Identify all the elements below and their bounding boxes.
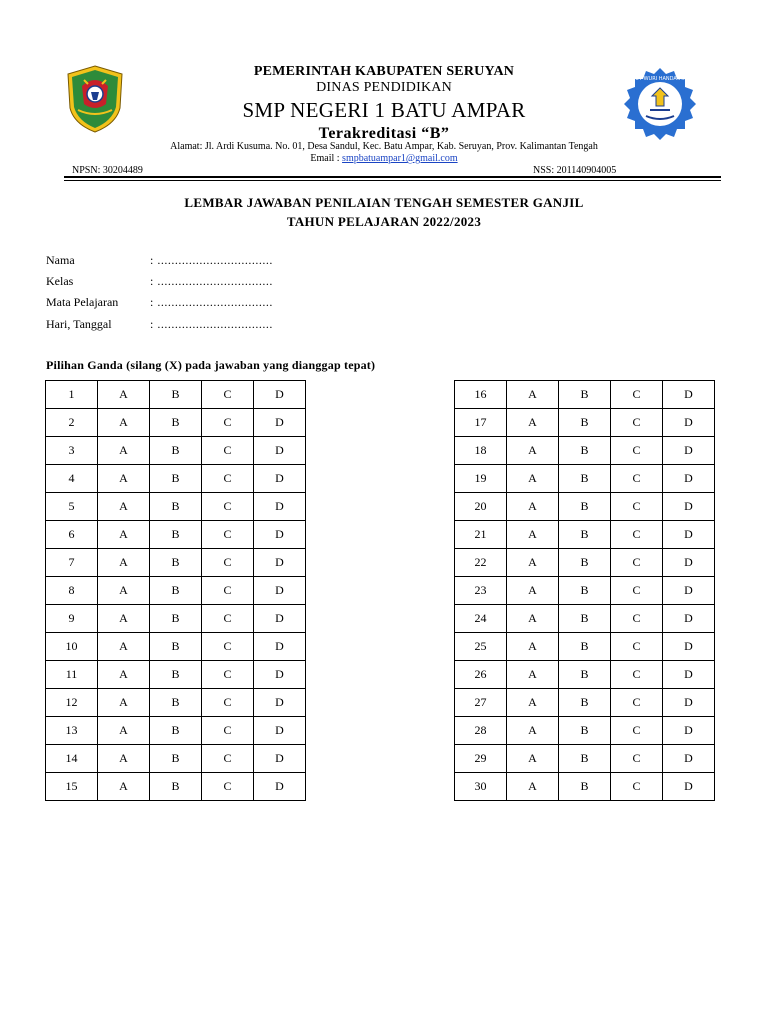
answer-option-d[interactable]: D bbox=[663, 521, 715, 549]
answer-option-d[interactable]: D bbox=[663, 437, 715, 465]
answer-row bbox=[46, 633, 306, 661]
answer-option-a[interactable]: A bbox=[507, 745, 559, 773]
answer-row bbox=[46, 689, 306, 717]
answer-option-b[interactable]: B bbox=[559, 493, 611, 521]
answer-table-right bbox=[454, 380, 715, 801]
answer-option-c[interactable]: C bbox=[611, 549, 663, 577]
answer-option-c[interactable]: C bbox=[611, 577, 663, 605]
answer-option-b[interactable]: B bbox=[559, 577, 611, 605]
answer-row bbox=[455, 521, 715, 549]
answer-option-c[interactable]: C bbox=[611, 633, 663, 661]
field-nama[interactable] bbox=[46, 253, 273, 268]
answer-option-b[interactable]: B bbox=[150, 549, 202, 577]
answer-option-c[interactable]: C bbox=[202, 521, 254, 549]
school-address: Alamat: Jl. Ardi Kusuma. No. 01, Desa Sandul, Kec. Batu Ampar, Kab. Seruyan, Prov. Kalimantan Tengah bbox=[170, 141, 598, 152]
answer-option-d[interactable]: D bbox=[663, 745, 715, 773]
email-link[interactable]: smpbatuampar1@gmail.com bbox=[342, 153, 458, 164]
answer-option-a[interactable]: A bbox=[98, 689, 150, 717]
field-hari-tanggal[interactable] bbox=[46, 317, 273, 332]
answer-option-d[interactable]: D bbox=[254, 521, 306, 549]
answer-option-a[interactable]: A bbox=[98, 717, 150, 745]
question-number: 9 bbox=[46, 605, 98, 633]
question-number: 3 bbox=[46, 437, 98, 465]
field-label: Kelas bbox=[46, 274, 74, 288]
answer-row bbox=[455, 381, 715, 409]
field-blank[interactable]: : ................................. bbox=[150, 317, 273, 331]
answer-row bbox=[455, 577, 715, 605]
answer-option-d[interactable]: D bbox=[254, 661, 306, 689]
answer-option-b[interactable]: B bbox=[559, 745, 611, 773]
question-number: 7 bbox=[46, 549, 98, 577]
question-number: 4 bbox=[46, 465, 98, 493]
answer-option-b[interactable]: B bbox=[559, 633, 611, 661]
answer-option-b[interactable]: B bbox=[150, 745, 202, 773]
answer-option-c[interactable]: C bbox=[611, 605, 663, 633]
question-number: 1 bbox=[46, 381, 98, 409]
question-number: 21 bbox=[455, 521, 507, 549]
question-number: 28 bbox=[455, 717, 507, 745]
seal-motto-text: TUT WURI HANDAYANI bbox=[632, 76, 688, 82]
answer-option-d[interactable]: D bbox=[663, 465, 715, 493]
answer-option-a[interactable]: A bbox=[507, 689, 559, 717]
answer-option-b[interactable]: B bbox=[559, 381, 611, 409]
answer-option-b[interactable]: B bbox=[150, 661, 202, 689]
answer-option-c[interactable]: C bbox=[611, 409, 663, 437]
answer-option-d[interactable]: D bbox=[663, 689, 715, 717]
answer-option-a[interactable]: A bbox=[507, 493, 559, 521]
question-number: 20 bbox=[455, 493, 507, 521]
answer-option-c[interactable]: C bbox=[611, 745, 663, 773]
answer-option-b[interactable]: B bbox=[559, 773, 611, 801]
answer-option-b[interactable]: B bbox=[559, 605, 611, 633]
answer-option-c[interactable]: C bbox=[611, 465, 663, 493]
answer-option-b[interactable]: B bbox=[559, 689, 611, 717]
answer-option-b[interactable]: B bbox=[559, 437, 611, 465]
answer-row bbox=[46, 437, 306, 465]
answer-option-c[interactable]: C bbox=[611, 493, 663, 521]
answer-option-b[interactable]: B bbox=[559, 465, 611, 493]
answer-option-d[interactable]: D bbox=[663, 409, 715, 437]
answer-option-a[interactable]: A bbox=[98, 521, 150, 549]
answer-option-b[interactable]: B bbox=[150, 381, 202, 409]
answer-option-a[interactable]: A bbox=[98, 577, 150, 605]
answer-option-d[interactable]: D bbox=[663, 549, 715, 577]
question-number: 18 bbox=[455, 437, 507, 465]
answer-row bbox=[46, 381, 306, 409]
answer-row bbox=[46, 745, 306, 773]
answer-row bbox=[455, 633, 715, 661]
answer-option-c[interactable]: C bbox=[202, 465, 254, 493]
answer-option-d[interactable]: D bbox=[663, 661, 715, 689]
answer-row bbox=[46, 717, 306, 745]
answer-option-b[interactable]: B bbox=[150, 409, 202, 437]
question-number: 12 bbox=[46, 689, 98, 717]
answer-option-a[interactable]: A bbox=[98, 661, 150, 689]
answer-option-a[interactable]: A bbox=[507, 717, 559, 745]
answer-option-a[interactable]: A bbox=[507, 549, 559, 577]
question-number: 24 bbox=[455, 605, 507, 633]
sheet-title: LEMBAR JAWABAN PENILAIAN TENGAH SEMESTER GANJIL bbox=[184, 195, 584, 210]
answer-row bbox=[455, 773, 715, 801]
answer-option-c[interactable]: C bbox=[202, 689, 254, 717]
answer-option-c[interactable]: C bbox=[202, 661, 254, 689]
question-number: 25 bbox=[455, 633, 507, 661]
answer-option-c[interactable]: C bbox=[611, 381, 663, 409]
answer-option-a[interactable]: A bbox=[507, 577, 559, 605]
answer-row bbox=[455, 493, 715, 521]
answer-row bbox=[46, 577, 306, 605]
answer-option-c[interactable]: C bbox=[611, 773, 663, 801]
answer-option-a[interactable]: A bbox=[98, 633, 150, 661]
header-divider-thin bbox=[64, 180, 721, 181]
answer-row bbox=[455, 549, 715, 577]
question-number: 23 bbox=[455, 577, 507, 605]
answer-option-b[interactable]: B bbox=[559, 549, 611, 577]
answer-option-b[interactable]: B bbox=[150, 493, 202, 521]
answer-row bbox=[455, 745, 715, 773]
field-blank[interactable]: : ................................. bbox=[150, 274, 273, 288]
field-blank[interactable]: : ................................. bbox=[150, 295, 273, 309]
answer-option-b[interactable]: B bbox=[150, 633, 202, 661]
answer-option-c[interactable]: C bbox=[611, 521, 663, 549]
question-number: 2 bbox=[46, 409, 98, 437]
answer-option-c[interactable]: C bbox=[611, 717, 663, 745]
answer-row bbox=[46, 773, 306, 801]
answer-option-d[interactable]: D bbox=[254, 745, 306, 773]
answer-option-c[interactable]: C bbox=[202, 633, 254, 661]
answer-option-a[interactable]: A bbox=[98, 465, 150, 493]
accreditation-status: Terakreditasi “B” bbox=[318, 125, 450, 142]
answer-option-d[interactable]: D bbox=[663, 577, 715, 605]
answer-row bbox=[455, 689, 715, 717]
answer-option-a[interactable]: A bbox=[98, 745, 150, 773]
answer-option-b[interactable]: B bbox=[559, 409, 611, 437]
question-number: 22 bbox=[455, 549, 507, 577]
answer-option-d[interactable]: D bbox=[254, 605, 306, 633]
field-kelas[interactable] bbox=[46, 274, 273, 289]
email-line bbox=[0, 153, 768, 164]
answer-row bbox=[46, 661, 306, 689]
question-number: 10 bbox=[46, 633, 98, 661]
answer-option-a[interactable]: A bbox=[98, 773, 150, 801]
question-number: 5 bbox=[46, 493, 98, 521]
answer-option-a[interactable]: A bbox=[507, 409, 559, 437]
npsn-number: NPSN: 30204489 bbox=[72, 165, 143, 176]
answer-option-b[interactable]: B bbox=[559, 717, 611, 745]
answer-option-d[interactable]: D bbox=[254, 689, 306, 717]
answer-row bbox=[46, 605, 306, 633]
answer-option-d[interactable]: D bbox=[254, 717, 306, 745]
answer-option-a[interactable]: A bbox=[98, 409, 150, 437]
answer-option-d[interactable]: D bbox=[663, 493, 715, 521]
answer-table-left bbox=[45, 380, 306, 801]
field-blank[interactable]: : ................................. bbox=[150, 253, 273, 267]
answer-row bbox=[455, 661, 715, 689]
answer-row bbox=[455, 465, 715, 493]
answer-option-c[interactable]: C bbox=[611, 437, 663, 465]
field-label: Mata Pelajaran bbox=[46, 295, 119, 309]
answer-option-a[interactable]: A bbox=[507, 521, 559, 549]
answer-option-d[interactable]: D bbox=[663, 381, 715, 409]
answer-option-b[interactable]: B bbox=[150, 605, 202, 633]
answer-option-b[interactable]: B bbox=[150, 773, 202, 801]
answer-option-d[interactable]: D bbox=[254, 773, 306, 801]
answer-option-c[interactable]: C bbox=[202, 409, 254, 437]
answer-option-b[interactable]: B bbox=[150, 465, 202, 493]
answer-option-a[interactable]: A bbox=[507, 773, 559, 801]
answer-option-a[interactable]: A bbox=[507, 465, 559, 493]
answer-option-c[interactable]: C bbox=[202, 577, 254, 605]
answer-option-c[interactable]: C bbox=[202, 745, 254, 773]
answer-option-c[interactable]: C bbox=[202, 717, 254, 745]
header-divider-thick bbox=[64, 176, 721, 178]
answer-row bbox=[455, 605, 715, 633]
question-number: 15 bbox=[46, 773, 98, 801]
answer-option-c[interactable]: C bbox=[202, 493, 254, 521]
nss-number: NSS: 201140904005 bbox=[533, 165, 617, 176]
answer-option-b[interactable]: B bbox=[150, 437, 202, 465]
answer-option-c[interactable]: C bbox=[202, 437, 254, 465]
answer-option-d[interactable]: D bbox=[254, 633, 306, 661]
field-mata-pelajaran[interactable] bbox=[46, 295, 273, 310]
answer-option-a[interactable]: A bbox=[507, 605, 559, 633]
answer-option-a[interactable]: A bbox=[98, 437, 150, 465]
question-number: 30 bbox=[455, 773, 507, 801]
answer-option-d[interactable]: D bbox=[254, 493, 306, 521]
answer-option-d[interactable]: D bbox=[254, 409, 306, 437]
answer-option-d[interactable]: D bbox=[254, 577, 306, 605]
multiple-choice-instruction: Pilihan Ganda (silang (X) pada jawaban yang dianggap tepat) bbox=[46, 358, 376, 372]
question-number: 6 bbox=[46, 521, 98, 549]
answer-row bbox=[46, 409, 306, 437]
answer-option-c[interactable]: C bbox=[202, 381, 254, 409]
answer-option-a[interactable]: A bbox=[98, 381, 150, 409]
answer-option-a[interactable]: A bbox=[507, 633, 559, 661]
answer-option-b[interactable]: B bbox=[150, 689, 202, 717]
answer-row bbox=[455, 717, 715, 745]
question-number: 16 bbox=[455, 381, 507, 409]
answer-option-d[interactable]: D bbox=[663, 773, 715, 801]
answer-option-d[interactable]: D bbox=[663, 605, 715, 633]
question-number: 11 bbox=[46, 661, 98, 689]
email-label: Email : bbox=[310, 153, 343, 164]
academic-year: TAHUN PELAJARAN 2022/2023 bbox=[286, 214, 482, 229]
answer-option-d[interactable]: D bbox=[254, 437, 306, 465]
answer-option-a[interactable]: A bbox=[98, 549, 150, 577]
answer-row bbox=[46, 549, 306, 577]
answer-option-a[interactable]: A bbox=[98, 493, 150, 521]
answer-option-c[interactable]: C bbox=[611, 689, 663, 717]
answer-row bbox=[46, 465, 306, 493]
answer-option-b[interactable]: B bbox=[150, 521, 202, 549]
answer-option-b[interactable]: B bbox=[559, 661, 611, 689]
answer-option-a[interactable]: A bbox=[507, 381, 559, 409]
answer-option-b[interactable]: B bbox=[559, 521, 611, 549]
department-name: DINAS PENDIDIKAN bbox=[316, 80, 452, 95]
answer-option-d[interactable]: D bbox=[254, 549, 306, 577]
answer-option-d[interactable]: D bbox=[663, 717, 715, 745]
answer-option-a[interactable]: A bbox=[507, 437, 559, 465]
question-number: 14 bbox=[46, 745, 98, 773]
answer-row bbox=[455, 409, 715, 437]
answer-option-a[interactable]: A bbox=[98, 605, 150, 633]
answer-option-d[interactable]: D bbox=[663, 633, 715, 661]
question-number: 27 bbox=[455, 689, 507, 717]
answer-row bbox=[46, 493, 306, 521]
answer-option-d[interactable]: D bbox=[254, 465, 306, 493]
question-number: 29 bbox=[455, 745, 507, 773]
answer-row bbox=[46, 521, 306, 549]
government-name: PEMERINTAH KABUPATEN SERUYAN bbox=[253, 64, 515, 79]
question-number: 19 bbox=[455, 465, 507, 493]
question-number: 17 bbox=[455, 409, 507, 437]
answer-option-c[interactable]: C bbox=[202, 773, 254, 801]
question-number: 8 bbox=[46, 577, 98, 605]
answer-option-a[interactable]: A bbox=[507, 661, 559, 689]
answer-option-c[interactable]: C bbox=[202, 549, 254, 577]
answer-option-b[interactable]: B bbox=[150, 577, 202, 605]
question-number: 26 bbox=[455, 661, 507, 689]
answer-option-b[interactable]: B bbox=[150, 717, 202, 745]
field-label: Hari, Tanggal bbox=[46, 317, 112, 331]
answer-option-d[interactable]: D bbox=[254, 381, 306, 409]
answer-option-c[interactable]: C bbox=[202, 605, 254, 633]
answer-option-c[interactable]: C bbox=[611, 661, 663, 689]
answer-row bbox=[455, 437, 715, 465]
school-name: SMP NEGERI 1 BATU AMPAR bbox=[242, 98, 526, 122]
field-label: Nama bbox=[46, 253, 75, 267]
question-number: 13 bbox=[46, 717, 98, 745]
